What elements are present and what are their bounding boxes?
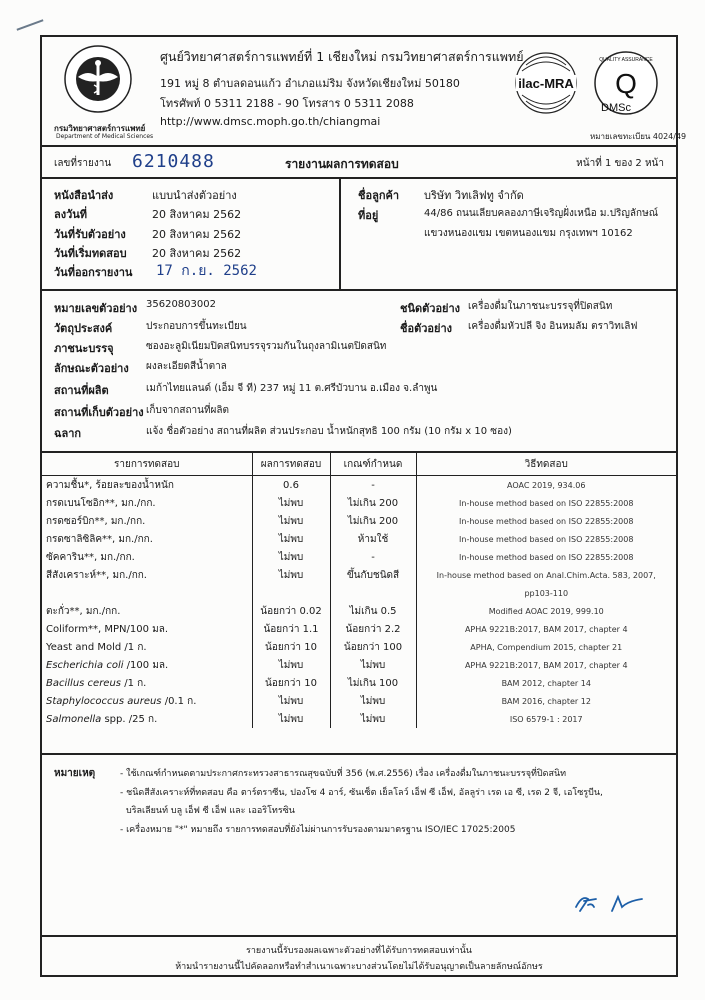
address-line-2: แขวงหนองแขม เขตหนองแขม กรุงเทพฯ 10162 [424, 228, 633, 239]
results-table [42, 453, 676, 728]
test-item: ซัคคาริน**, มก./กก. [46, 551, 135, 563]
registration-number: หมายเลขทะเบียน 4024/49 [590, 132, 687, 141]
test-method: APHA 9221B:2017, BAM 2017, chapter 4 [416, 656, 676, 674]
test-method: In-house method based on ISO 22855:2008 [416, 494, 676, 512]
test-result: น้อยกว่า 10 [252, 674, 330, 692]
test-item [42, 692, 252, 710]
test-criteria: ไม่พบ [330, 692, 416, 710]
dmsc-letter: Q [615, 68, 637, 99]
unit: spp. /25 ก. [101, 713, 158, 725]
test-result: ไม่พบ [252, 548, 330, 566]
sample-type-label: ชนิดตัวอย่าง [400, 302, 461, 315]
test-method: Modified AOAC 2019, 999.10 [416, 602, 676, 620]
test-result: ไม่พบ [252, 710, 330, 728]
test-item [42, 656, 252, 674]
address-label: ที่อยู่ [358, 209, 379, 222]
table-row [42, 692, 676, 710]
footer-disclaimer [42, 937, 676, 977]
sample-name: เครื่องดื่มหัวปลี จิง อินหมลัม ตราวิทเลิฟ [468, 321, 638, 332]
test-item: สีสังเคราะห์**, มก./กก. [46, 569, 147, 581]
field-label: วันที่รับตัวอย่าง [54, 228, 126, 241]
field-label: หนังสือนำส่ง [54, 189, 114, 202]
org-address: 191 หมู่ 8 ตำบลดอนแก้ว อำเภอแม่ริม จังหวัดเชียงใหม่ 50180 [160, 77, 460, 90]
table-row [42, 566, 676, 584]
test-criteria: ไม่เกิน 0.5 [330, 602, 416, 620]
table-row [42, 548, 676, 566]
test-method: APHA, Compendium 2015, chapter 21 [416, 638, 676, 656]
letterhead [42, 37, 687, 145]
organism-name: Salmonella [46, 713, 102, 725]
test-criteria: น้อยกว่า 2.2 [330, 620, 416, 638]
signature-icon [572, 887, 662, 919]
ilac-mra-logo [516, 53, 576, 113]
test-result: ไม่พบ [252, 494, 330, 512]
remarks [42, 755, 676, 935]
table-row-continuation [42, 584, 676, 602]
page-info: หน้าที่ 1 ของ 2 หน้า [576, 158, 664, 169]
test-criteria: ห้ามใช้ [330, 530, 416, 548]
remark-line: - ชนิดสีสังเคราะห์ที่ทดสอบ คือ ตาร์ตราซีน, ปองโซ 4 อาร์, ซันเซ็ต เย็ลโลว์ เอ็ฟ ซี เอ็ฟ, อัลลูร่า เรด เอ ซี, เรด 2 จี, เอโซรูบีน, [120, 788, 603, 798]
field-label: หมายเลขตัวอย่าง [54, 302, 138, 315]
organism-name: Escherichia coli [46, 659, 124, 671]
test-item: กรดเบนโซอิก**, มก./กก. [46, 497, 156, 509]
test-item [42, 710, 252, 728]
test-result: ไม่พบ [252, 530, 330, 548]
test-item: Coliform**, MPN/100 มล. [46, 623, 169, 635]
test-method: APHA 9221B:2017, BAM 2017, chapter 4 [416, 620, 676, 638]
org-title: ศูนย์วิทยาศาสตร์การแพทย์ที่ 1 เชียงใหม่ กรมวิทยาศาสตร์การแพทย์ [160, 49, 524, 64]
table-row [42, 674, 676, 692]
test-method: BAM 2016, chapter 12 [416, 692, 676, 710]
field-value: 20 สิงหาคม 2562 [152, 208, 242, 221]
test-criteria: - [330, 476, 416, 495]
test-criteria: น้อยกว่า 100 [330, 638, 416, 656]
col-header-method: วิธีทดสอบ [416, 453, 676, 476]
remark-line: - ใช้เกณฑ์กำหนดตามประกาศกระทรวงสาธารณสุขฉบับที่ 356 (พ.ศ.2556) เรื่อง เครื่องดื่มในภาชนะบรรจุที่ปิดสนิท [120, 769, 567, 779]
test-criteria: ไม่เกิน 100 [330, 674, 416, 692]
address-line-1: 44/86 ถนนเลียบคลองภาษีเจริญฝั่งเหนือ ม.ปริญลักษณ์ [424, 208, 658, 219]
customer-name: บริษัท วิทเลิฟทู จำกัด [424, 189, 524, 202]
field-value: แบบนำส่งตัวอย่าง [152, 189, 237, 202]
report-title: รายงานผลการทดสอบ [285, 157, 399, 171]
test-report-page [40, 35, 687, 977]
test-criteria: ไม่เกิน 200 [330, 494, 416, 512]
table-row [42, 620, 676, 638]
field-label: สถานที่เก็บตัวอย่าง [54, 406, 144, 419]
test-item: Yeast and Mold /1 ก. [46, 641, 147, 653]
test-item: ความชื้น*, ร้อยละของน้ำหนัก [46, 479, 174, 491]
test-method: AOAC 2019, 934.06 [416, 476, 676, 495]
test-method: BAM 2012, chapter 14 [416, 674, 676, 692]
field-value: 20 สิงหาคม 2562 [152, 228, 242, 241]
field-label: สถานที่ผลิต [54, 384, 109, 397]
test-item: กรดซาลิซิลิค**, มก./กก. [46, 533, 153, 545]
dmsc-ring-text: QUALITY ASSURANCE [599, 57, 653, 63]
test-result: 0.6 [252, 476, 330, 495]
col-header-item: รายการทดสอบ [42, 453, 252, 476]
field-value: 20 สิงหาคม 2562 [152, 247, 242, 260]
sample-name-label: ชื่อตัวอย่าง [400, 322, 452, 335]
test-item [42, 674, 252, 692]
sample-type: เครื่องดื่มในภาชนะบรรจุที่ปิดสนิท [468, 301, 613, 312]
table-header [42, 453, 676, 476]
logo-text-en: Department of Medical Sciences [56, 133, 154, 140]
test-method: In-house method based on Anal.Chim.Acta. 583, 2007, [416, 566, 676, 584]
field-value: เมก้าไทยแลนด์ (เอ็ม จี ที) 237 หมู่ 11 ต.ศรีบัวบาน อ.เมือง จ.ลำพูน [146, 383, 438, 394]
table-row [42, 476, 676, 495]
field-label: ลักษณะตัวอย่าง [54, 362, 129, 375]
test-method: In-house method based on ISO 22855:2008 [416, 548, 676, 566]
test-result: น้อยกว่า 1.1 [252, 620, 330, 638]
field-label: ลงวันที่ [54, 208, 88, 221]
scan-mark [17, 19, 44, 30]
test-result: ไม่พบ [252, 566, 330, 584]
unit: /100 มล. [123, 659, 169, 671]
col-header-criteria: เกณฑ์กำหนด [330, 453, 416, 476]
results-table-wrap [42, 453, 676, 753]
report-no-label: เลขที่รายงาน [54, 158, 112, 169]
field-label: วันที่เริ่มทดสอบ [54, 247, 127, 260]
report-number: 6210488 [132, 151, 215, 172]
col-header-result: ผลการทดสอบ [252, 453, 330, 476]
table-row [42, 530, 676, 548]
field-value: ซองอะลูมิเนียมปิดสนิทบรรจุรวมกันในถุงลามิเนตปิดสนิท [146, 341, 387, 352]
disclaimer-line-2: ห้ามนำรายงานนี้ไปคัดลอกหรือทำสำเนาเฉพาะบางส่วนโดยไม่ได้รับอนุญาตเป็นลายลักษณ์อักษร [175, 962, 543, 972]
dmsc-text: DMSc [601, 102, 631, 114]
table-row [42, 602, 676, 620]
sample-info [42, 291, 676, 451]
field-value: 35620803002 [146, 299, 216, 310]
submission-info [42, 179, 676, 289]
accreditation-logos [512, 49, 672, 117]
test-method: ISO 6579-1 : 2017 [416, 710, 676, 728]
test-result: ไม่พบ [252, 692, 330, 710]
field-value: ผงละเอียดสีน้ำตาล [146, 361, 227, 372]
unit: /0.1 ก. [161, 695, 197, 707]
field-value: แจ้ง ชื่อตัวอย่าง สถานที่ผลิต ส่วนประกอบ น้ำหนักสุทธิ 100 กรัม (10 กรัม x 10 ซอง) [146, 426, 512, 437]
test-method-continued: pp103-110 [416, 584, 676, 602]
table-row [42, 656, 676, 674]
test-criteria: ไม่เกิน 200 [330, 512, 416, 530]
unit: /1 ก. [121, 677, 147, 689]
report-bar [42, 147, 676, 177]
remark-line: - เครื่องหมาย "*" หมายถึง รายการทดสอบที่ยังไม่ผ่านการรับรองตามมาตรฐาน ISO/IEC 17025:2005 [120, 825, 516, 835]
column-divider [339, 179, 341, 289]
table-row [42, 494, 676, 512]
organism-name: Staphylococcus aureus [46, 695, 162, 707]
field-label: วันที่ออกรายงาน [54, 266, 133, 279]
customer-label: ชื่อลูกค้า [358, 189, 400, 202]
test-result: ไม่พบ [252, 656, 330, 674]
org-website[interactable]: http://www.dmsc.moph.go.th/chiangmai [160, 115, 381, 128]
test-method: In-house method based on ISO 22855:2008 [416, 530, 676, 548]
test-result: ไม่พบ [252, 512, 330, 530]
test-result: น้อยกว่า 10 [252, 638, 330, 656]
test-item: ตะกั่ว**, มก./กก. [46, 605, 121, 617]
remarks-label: หมายเหตุ [54, 768, 96, 779]
table-row [42, 710, 676, 728]
table-row [42, 512, 676, 530]
test-item: กรดซอร์บิก**, มก./กก. [46, 515, 146, 527]
issue-date-stamp: 17 ก.ย. 2562 [156, 263, 257, 279]
table-row [42, 638, 676, 656]
field-value: เก็บจากสถานที่ผลิต [146, 405, 230, 416]
field-label: ภาชนะบรรจุ [54, 342, 114, 355]
test-criteria: ขึ้นกับชนิดสี [330, 566, 416, 584]
test-method: In-house method based on ISO 22855:2008 [416, 512, 676, 530]
test-criteria: ไม่พบ [330, 710, 416, 728]
organism-name: Bacillus cereus [46, 677, 122, 689]
org-phone: โทรศัพท์ 0 5311 2188 - 90 โทรสาร 0 5311 2088 [160, 97, 414, 110]
disclaimer-line-1: รายงานนี้รับรองผลเฉพาะตัวอย่างที่ได้รับการทดสอบเท่านั้น [246, 946, 472, 956]
ilac-text: ilac-MRA [518, 76, 574, 91]
test-criteria: ไม่พบ [330, 656, 416, 674]
field-value: ประกอบการขึ้นทะเบียน [146, 321, 247, 332]
logo-text-th: กรมวิทยาศาสตร์การแพทย์ [54, 124, 146, 133]
field-label: วัตถุประสงค์ [54, 322, 113, 335]
remark-line: บริลเลียนท์ บลู เอ็ฟ ซี เอ็ฟ และ เออริโทรซิน [126, 806, 295, 816]
dmsc-quality-logo [595, 52, 657, 114]
test-criteria: - [330, 548, 416, 566]
test-result: น้อยกว่า 0.02 [252, 602, 330, 620]
field-label: ฉลาก [54, 427, 82, 440]
